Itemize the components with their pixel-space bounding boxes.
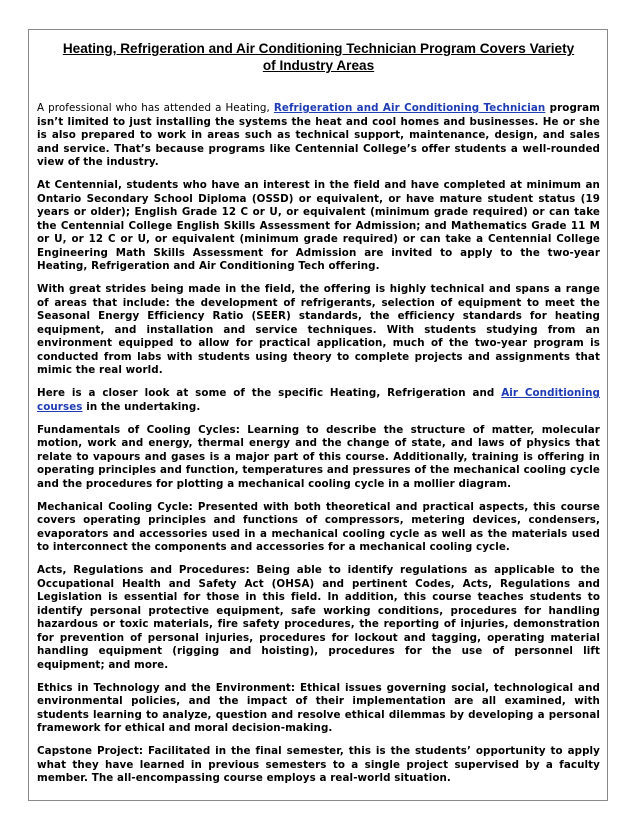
title-line-1: Heating, Refrigeration and Air Conditioning Technician Program Covers Variety [62,41,575,56]
title-spacer [37,74,600,102]
paragraph-intro [37,102,600,170]
program-link[interactable]: Refrigeration and Air Conditioning Technician [273,102,546,114]
paragraph-courses-intro [37,387,600,414]
paragraph-regulations: Acts, Regulations and Procedures: Being able to identify regulations as applicable to the Occupational Health and Safety Act (OHSA) and pertinent Codes, Acts, Regulations and Legislation is essential for those in this field. In addition, this course teaches students to identify personal protective equipment, safe working conditions, procedures for handling hazardous or toxic materials, fire safety procedures, the reporting of injuries, demonstration for prevention of personal injuries, procedures for lockout and tagging, operating material handling equipment (rigging and hoisting), procedures for the use of personnel lift equipment; and more. [37,564,600,671]
courses-link[interactable]: Air Conditioning courses [37,387,600,413]
paragraph-courses-rest: in the undertaking. [82,400,201,413]
page-title [37,40,600,74]
paragraph-admission: At Centennial, students who have an interest in the field and have completed at minimum an Ontario Secondary School Diploma (OSSD) or equivalent, or have mature student status (19 years or older); English Grade 12 C or U, or equivalent (minimum grade required) or can take the Centennial College English Skills Assessment for Admission; and Mathematics Grade 11 M or U, or 12 C or U, or equivalent (minimum grade required) or can take a Centennial College Engineering Math Skills Assessment for Admission are invited to apply to the two-year Heating, Refrigeration and Air Conditioning Tech offering. [37,179,600,272]
paragraph-program-scope: With great strides being made in the field, the offering is highly technical and spans a range of areas that include: the development of refrigerants, selection of equipment to meet the Seasonal Energy Efficiency Ratio (SEER) standards, the efficiency standards for heating equipment, and installation and service techniques. With students studying from an environment equipped to allow for practical application, much of the two-year program is conducted from labs with students using theory to complete projects and assignments that mimic the real world. [37,283,600,376]
paragraph-courses-lead: Here is a closer look at some of the specific Heating, Refrigeration and [37,387,502,399]
paragraph-cooling-cycles: Fundamentals of Cooling Cycles: Learning to describe the structure of matter, molecular motion, work and energy, thermal energy and the change of state, and laws of physics that relate to vapours and gases is a major part of this course. Additionally, training is offering in operating principles and function, temperatures and pressures of the mechanical cooling cycle and the procedures for plotting a mechanical cooling cycle in a mollier diagram. [37,423,600,490]
paragraph-intro-lead: A professional who has attended a Heating, [37,102,274,114]
paragraph-intro-rest: program isn’t limited to just installing the systems the heat and cool homes and businesses. He or she is also prepared to work in areas such as technical support, maintenance, design, and sales and service. That’s because programs like Centennial College’s offer students a well-rounded view of the industry. [37,102,600,168]
paragraph-ethics: Ethics in Technology and the Environment: Ethical issues governing social, technological and environmental policies, and the impact of their implementation are all examined, with students learning to analyze, question and resolve ethical dilemmas by developing a personal framework for ethical and moral decision-making. [37,681,600,734]
document-body [37,40,600,795]
paragraph-capstone: Capstone Project: Facilitated in the final semester, this is the students’ opportunity to apply what they have learned in previous semesters to a single project supervised by a faculty member. The all-encompassing course employs a real-world situation. [37,745,600,784]
title-line-2: of Industry Areas [262,58,375,73]
paragraph-mechanical-cycle: Mechanical Cooling Cycle: Presented with both theoretical and practical aspects, this course covers operating principles and functions of compressors, metering devices, condensers, evaporators and accessories used in a mechanical cooling cycle as well as the materials used to interconnect the components and accessories for a mechanical cooling cycle. [37,500,600,553]
